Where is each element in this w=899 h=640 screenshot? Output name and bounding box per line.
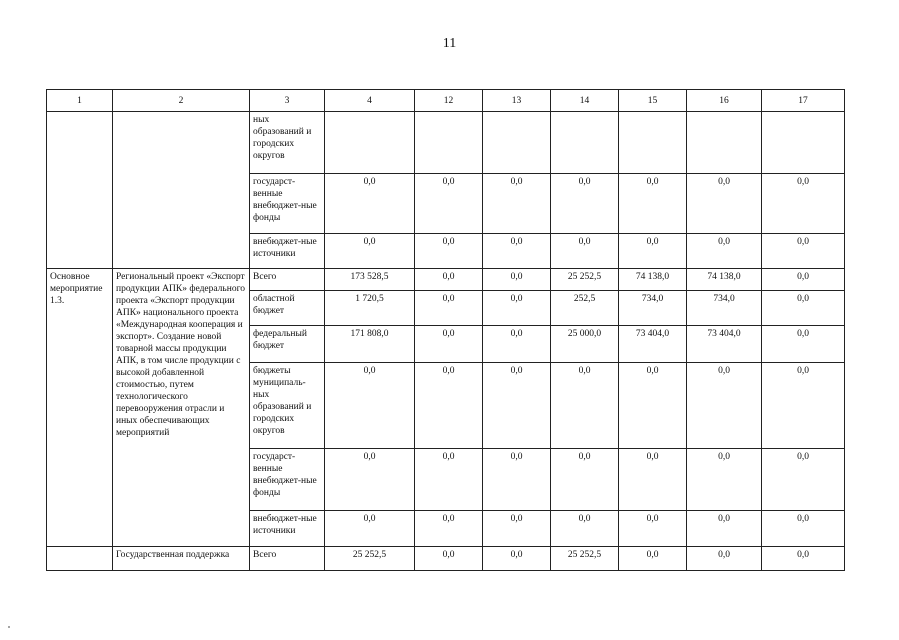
value-cell: 0,0 (687, 547, 762, 571)
value-cell (551, 112, 619, 174)
value-cell (483, 112, 551, 174)
value-cell: 0,0 (762, 234, 845, 269)
page-number: 11 (442, 36, 457, 51)
support-name: Государственная поддержка (113, 547, 250, 571)
value-cell: 0,0 (762, 269, 845, 291)
value-cell: 0,0 (762, 291, 845, 326)
funding-source: внебюджет-ные источники (250, 234, 325, 269)
column-header: 4 (325, 90, 415, 112)
value-cell: 25 252,5 (325, 547, 415, 571)
funding-source: областной бюджет (250, 291, 325, 326)
value-cell: 74 138,0 (687, 269, 762, 291)
column-header: 13 (483, 90, 551, 112)
value-cell: 0,0 (762, 174, 845, 234)
value-cell (325, 112, 415, 174)
value-cell: 0,0 (415, 449, 483, 511)
value-cell: 0,0 (483, 326, 551, 363)
funding-source: Всего (250, 269, 325, 291)
column-header: 17 (762, 90, 845, 112)
funding-source: государст-венные внебюджет-ные фонды (250, 174, 325, 234)
value-cell: 0,0 (687, 174, 762, 234)
table-row (47, 547, 845, 571)
value-cell: 0,0 (551, 363, 619, 449)
value-cell: 0,0 (687, 449, 762, 511)
activity-code-cell (47, 547, 113, 571)
value-cell (619, 112, 687, 174)
value-cell: 74 138,0 (619, 269, 687, 291)
value-cell: 0,0 (483, 511, 551, 547)
value-cell: 25 000,0 (551, 326, 619, 363)
value-cell: 0,0 (619, 449, 687, 511)
value-cell: 0,0 (619, 363, 687, 449)
value-cell: 0,0 (762, 547, 845, 571)
value-cell: 734,0 (687, 291, 762, 326)
value-cell: 0,0 (483, 234, 551, 269)
value-cell: 0,0 (551, 234, 619, 269)
value-cell: 171 808,0 (325, 326, 415, 363)
value-cell: 0,0 (415, 511, 483, 547)
value-cell (687, 112, 762, 174)
scan-speck (8, 626, 10, 628)
value-cell: 252,5 (551, 291, 619, 326)
value-cell: 0,0 (619, 547, 687, 571)
value-cell: 0,0 (325, 234, 415, 269)
value-cell: 0,0 (415, 174, 483, 234)
value-cell: 1 720,5 (325, 291, 415, 326)
funding-source: Всего (250, 547, 325, 571)
value-cell: 0,0 (762, 449, 845, 511)
value-cell: 73 404,0 (687, 326, 762, 363)
value-cell: 173 528,5 (325, 269, 415, 291)
column-header: 15 (619, 90, 687, 112)
value-cell (762, 112, 845, 174)
value-cell: 0,0 (762, 511, 845, 547)
value-cell: 0,0 (619, 174, 687, 234)
value-cell: 0,0 (483, 449, 551, 511)
value-cell: 734,0 (619, 291, 687, 326)
value-cell: 0,0 (325, 449, 415, 511)
value-cell: 0,0 (483, 291, 551, 326)
value-cell: 0,0 (415, 326, 483, 363)
value-cell: 0,0 (415, 547, 483, 571)
value-cell: 0,0 (551, 449, 619, 511)
column-header: 3 (250, 90, 325, 112)
value-cell: 0,0 (483, 363, 551, 449)
value-cell: 0,0 (687, 511, 762, 547)
value-cell: 0,0 (483, 547, 551, 571)
value-cell: 0,0 (762, 326, 845, 363)
column-header: 12 (415, 90, 483, 112)
value-cell: 0,0 (687, 234, 762, 269)
value-cell: 0,0 (483, 269, 551, 291)
header-row (47, 90, 845, 112)
value-cell: 0,0 (415, 291, 483, 326)
activity-name: Региональный проект «Экспорт продукции АПК» федерального проекта «Экспорт продукции АПК» национального проекта «Международная кооперация и экспорт». Создание новой товарной массы продукции АПК, в том числе продукции с высокой добавленной стоимостью, путем технологического перевооружения отрасли и иных обеспечивающих мероприятий (113, 269, 250, 547)
table-row (47, 112, 845, 174)
value-cell: 25 252,5 (551, 547, 619, 571)
funding-source: внебюджет-ные источники (250, 511, 325, 547)
value-cell: 0,0 (619, 511, 687, 547)
value-cell: 0,0 (325, 174, 415, 234)
funding-source: бюджеты муниципаль-ных образований и городских округов (250, 363, 325, 449)
activity-code: Основное мероприятие 1.3. (47, 269, 113, 547)
column-header: 2 (113, 90, 250, 112)
column-header: 16 (687, 90, 762, 112)
column-header: 14 (551, 90, 619, 112)
value-cell: 0,0 (415, 269, 483, 291)
value-cell: 0,0 (551, 511, 619, 547)
table-row (47, 269, 845, 291)
value-cell: 0,0 (325, 363, 415, 449)
funding-source: ных образований и городских округов (250, 112, 325, 174)
value-cell: 25 252,5 (551, 269, 619, 291)
activity-name-cell (113, 112, 250, 269)
value-cell: 0,0 (619, 234, 687, 269)
budget-table (46, 89, 845, 571)
value-cell: 73 404,0 (619, 326, 687, 363)
value-cell: 0,0 (762, 363, 845, 449)
value-cell (415, 112, 483, 174)
funding-source: федеральный бюджет (250, 326, 325, 363)
value-cell: 0,0 (325, 511, 415, 547)
funding-source: государст-венные внебюджет-ные фонды (250, 449, 325, 511)
value-cell: 0,0 (415, 363, 483, 449)
value-cell: 0,0 (551, 174, 619, 234)
value-cell: 0,0 (415, 234, 483, 269)
column-header: 1 (47, 90, 113, 112)
value-cell: 0,0 (687, 363, 762, 449)
value-cell: 0,0 (483, 174, 551, 234)
activity-code-cell (47, 112, 113, 269)
